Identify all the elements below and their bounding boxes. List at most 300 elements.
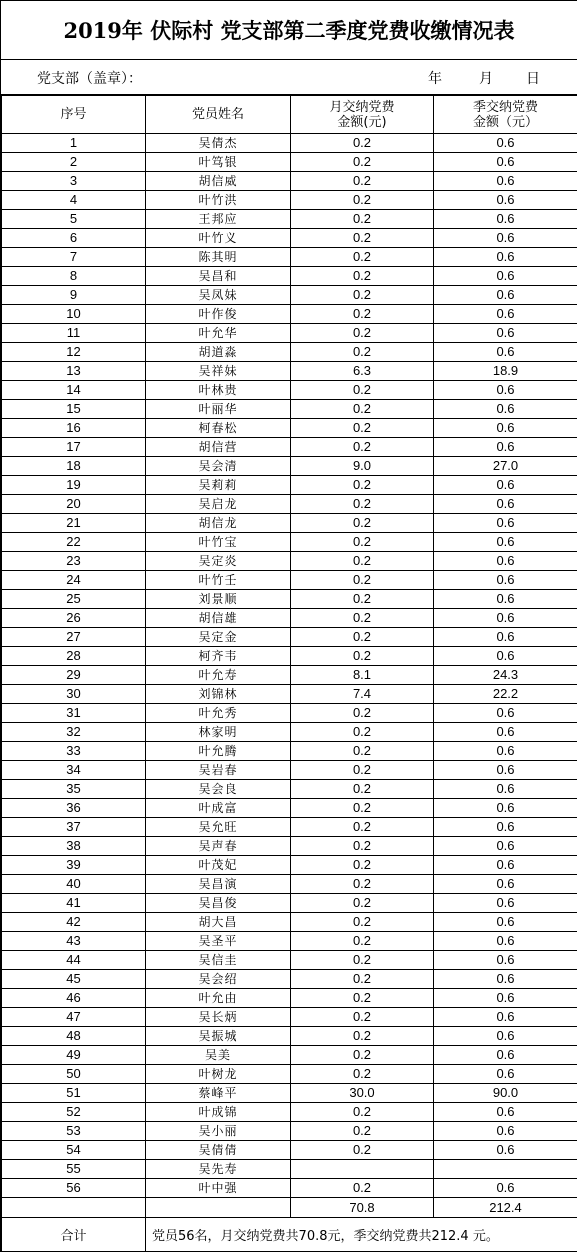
- summary-text: 党员56名，月交纳党费共70.8元，季交纳党费共212.4 元。: [146, 1218, 577, 1252]
- monthly-fee: 0.2: [291, 647, 434, 666]
- header-name: 党员姓名: [146, 96, 291, 134]
- row-index: 5: [2, 210, 146, 229]
- row-index: 37: [2, 818, 146, 837]
- row-index: 49: [2, 1046, 146, 1065]
- member-name: 叶林贵: [146, 381, 291, 400]
- quarterly-fee: 0.6: [434, 1141, 577, 1160]
- row-index: 34: [2, 761, 146, 780]
- row-index: 53: [2, 1122, 146, 1141]
- table-row: [2, 172, 577, 191]
- table-row: [2, 514, 577, 533]
- totals-blank: [146, 1198, 291, 1218]
- row-index: 54: [2, 1141, 146, 1160]
- monthly-fee: 0.2: [291, 229, 434, 248]
- quarterly-fee: 22.2: [434, 685, 577, 704]
- member-name: 吴长炳: [146, 1008, 291, 1027]
- member-name: 吴先寿: [146, 1160, 291, 1179]
- quarterly-fee: 0.6: [434, 742, 577, 761]
- quarterly-fee: 0.6: [434, 1027, 577, 1046]
- quarterly-fee: 0.6: [434, 438, 577, 457]
- header-index: 序号: [2, 96, 146, 134]
- table-row: [2, 1179, 577, 1198]
- quarterly-fee: 0.6: [434, 875, 577, 894]
- monthly-fee: 0.2: [291, 134, 434, 153]
- quarterly-fee: 27.0: [434, 457, 577, 476]
- row-index: 47: [2, 1008, 146, 1027]
- quarterly-fee: [434, 1160, 577, 1179]
- row-index: 13: [2, 362, 146, 381]
- quarterly-fee: 0.6: [434, 267, 577, 286]
- row-index: 56: [2, 1179, 146, 1198]
- member-name: 胡大昌: [146, 913, 291, 932]
- row-index: 33: [2, 742, 146, 761]
- table-row: [2, 248, 577, 267]
- row-index: 46: [2, 989, 146, 1008]
- monthly-fee: 0.2: [291, 419, 434, 438]
- table-row: [2, 628, 577, 647]
- fee-table: [1, 95, 577, 1252]
- monthly-fee: 0.2: [291, 1046, 434, 1065]
- row-index: 22: [2, 533, 146, 552]
- member-name: 吴美: [146, 1046, 291, 1065]
- totals-row: [2, 1198, 577, 1218]
- member-name: 胡信营: [146, 438, 291, 457]
- monthly-fee: 0.2: [291, 305, 434, 324]
- member-name: 叶竹宝: [146, 533, 291, 552]
- monthly-fee: 0.2: [291, 495, 434, 514]
- quarterly-fee: 0.6: [434, 932, 577, 951]
- row-index: 43: [2, 932, 146, 951]
- member-name: 叶作俊: [146, 305, 291, 324]
- row-index: 26: [2, 609, 146, 628]
- table-row: [2, 647, 577, 666]
- row-index: 2: [2, 153, 146, 172]
- monthly-fee: 0.2: [291, 476, 434, 495]
- monthly-fee: 0.2: [291, 951, 434, 970]
- monthly-fee: 0.2: [291, 438, 434, 457]
- quarterly-fee: 0.6: [434, 1046, 577, 1065]
- monthly-fee: 0.2: [291, 609, 434, 628]
- row-index: 27: [2, 628, 146, 647]
- monthly-fee: 0.2: [291, 932, 434, 951]
- row-index: 11: [2, 324, 146, 343]
- member-name: 吴信圭: [146, 951, 291, 970]
- quarterly-fee: 0.6: [434, 172, 577, 191]
- monthly-fee: 6.3: [291, 362, 434, 381]
- monthly-fee: 0.2: [291, 780, 434, 799]
- table-row: [2, 552, 577, 571]
- table-row: [2, 495, 577, 514]
- member-name: 陈其明: [146, 248, 291, 267]
- quarterly-fee: 0.6: [434, 970, 577, 989]
- monthly-fee: 0.2: [291, 286, 434, 305]
- member-name: 吴圣平: [146, 932, 291, 951]
- monthly-fee: 0.2: [291, 856, 434, 875]
- member-name: 吴岩春: [146, 761, 291, 780]
- quarterly-fee: 0.6: [434, 761, 577, 780]
- monthly-fee: 0.2: [291, 590, 434, 609]
- table-row: [2, 533, 577, 552]
- row-index: 24: [2, 571, 146, 590]
- table-row: [2, 571, 577, 590]
- member-name: 叶中强: [146, 1179, 291, 1198]
- table-row: [2, 989, 577, 1008]
- member-name: 叶丽华: [146, 400, 291, 419]
- member-name: 叶树龙: [146, 1065, 291, 1084]
- quarterly-fee: 0.6: [434, 419, 577, 438]
- row-index: 3: [2, 172, 146, 191]
- quarterly-fee: 0.6: [434, 1103, 577, 1122]
- row-index: 1: [2, 134, 146, 153]
- row-index: 6: [2, 229, 146, 248]
- quarterly-fee: 90.0: [434, 1084, 577, 1103]
- row-index: 9: [2, 286, 146, 305]
- monthly-fee: 0.2: [291, 742, 434, 761]
- table-row: [2, 780, 577, 799]
- table-row: [2, 438, 577, 457]
- quarterly-fee: 0.6: [434, 837, 577, 856]
- monthly-fee: 0.2: [291, 723, 434, 742]
- member-name: 胡信龙: [146, 514, 291, 533]
- row-index: 19: [2, 476, 146, 495]
- monthly-fee: 0.2: [291, 1008, 434, 1027]
- monthly-fee: 0.2: [291, 400, 434, 419]
- member-name: 叶笃银: [146, 153, 291, 172]
- quarterly-fee: 0.6: [434, 571, 577, 590]
- monthly-fee: 0.2: [291, 913, 434, 932]
- member-name: 吴定炎: [146, 552, 291, 571]
- quarterly-fee: 0.6: [434, 913, 577, 932]
- quarterly-fee: 0.6: [434, 1065, 577, 1084]
- subheader: [1, 60, 577, 95]
- member-name: 吴倩杰: [146, 134, 291, 153]
- row-index: 25: [2, 590, 146, 609]
- monthly-fee: 0.2: [291, 1027, 434, 1046]
- table-row: [2, 723, 577, 742]
- monthly-fee: 0.2: [291, 514, 434, 533]
- quarterly-fee: 0.6: [434, 381, 577, 400]
- row-index: 28: [2, 647, 146, 666]
- table-header-row: [2, 96, 577, 134]
- row-index: 15: [2, 400, 146, 419]
- member-name: 王邦应: [146, 210, 291, 229]
- total-quarterly: 212.4: [434, 1198, 577, 1218]
- monthly-fee: 0.2: [291, 324, 434, 343]
- row-index: 21: [2, 514, 146, 533]
- date-day-label: 日: [526, 68, 540, 88]
- table-row: [2, 210, 577, 229]
- row-index: 39: [2, 856, 146, 875]
- table-row: [2, 381, 577, 400]
- row-index: 12: [2, 343, 146, 362]
- member-name: 刘景顺: [146, 590, 291, 609]
- quarterly-fee: 0.6: [434, 476, 577, 495]
- row-index: 23: [2, 552, 146, 571]
- monthly-fee: 0.2: [291, 799, 434, 818]
- quarterly-fee: 0.6: [434, 286, 577, 305]
- member-name: 吴振城: [146, 1027, 291, 1046]
- quarterly-fee: 0.6: [434, 552, 577, 571]
- monthly-fee: 0.2: [291, 381, 434, 400]
- row-index: 8: [2, 267, 146, 286]
- row-index: 7: [2, 248, 146, 267]
- monthly-fee: 30.0: [291, 1084, 434, 1103]
- row-index: 35: [2, 780, 146, 799]
- quarterly-fee: 0.6: [434, 305, 577, 324]
- row-index: 20: [2, 495, 146, 514]
- table-row: [2, 419, 577, 438]
- monthly-fee: 0.2: [291, 533, 434, 552]
- quarterly-fee: 0.6: [434, 723, 577, 742]
- table-row: [2, 837, 577, 856]
- row-index: 30: [2, 685, 146, 704]
- member-name: 叶茂妃: [146, 856, 291, 875]
- quarterly-fee: 0.6: [434, 628, 577, 647]
- table-row: [2, 875, 577, 894]
- member-name: 叶竹壬: [146, 571, 291, 590]
- row-index: 38: [2, 837, 146, 856]
- quarterly-fee: 0.6: [434, 343, 577, 362]
- member-name: 吴祥妹: [146, 362, 291, 381]
- row-index: 36: [2, 799, 146, 818]
- monthly-fee: 0.2: [291, 989, 434, 1008]
- quarterly-fee: 0.6: [434, 799, 577, 818]
- quarterly-fee: 0.6: [434, 1179, 577, 1198]
- member-name: 叶允华: [146, 324, 291, 343]
- monthly-fee: 0.2: [291, 1141, 434, 1160]
- quarterly-fee: 0.6: [434, 514, 577, 533]
- member-name: 胡信雄: [146, 609, 291, 628]
- monthly-fee: 0.2: [291, 191, 434, 210]
- member-name: 吴凤妹: [146, 286, 291, 305]
- row-index: 44: [2, 951, 146, 970]
- table-row: [2, 1027, 577, 1046]
- table-row: [2, 343, 577, 362]
- monthly-fee: 0.2: [291, 1065, 434, 1084]
- table-row: [2, 267, 577, 286]
- row-index: 52: [2, 1103, 146, 1122]
- total-monthly: 70.8: [291, 1198, 434, 1218]
- table-row: [2, 229, 577, 248]
- table-row: [2, 134, 577, 153]
- quarterly-fee: 0.6: [434, 533, 577, 552]
- quarterly-fee: 0.6: [434, 1122, 577, 1141]
- quarterly-fee: 0.6: [434, 894, 577, 913]
- table-row: [2, 685, 577, 704]
- table-row: [2, 1008, 577, 1027]
- row-index: 45: [2, 970, 146, 989]
- table-row: [2, 704, 577, 723]
- quarterly-fee: 0.6: [434, 153, 577, 172]
- monthly-fee: 0.2: [291, 818, 434, 837]
- row-index: 50: [2, 1065, 146, 1084]
- table-row: [2, 324, 577, 343]
- monthly-fee: 0.2: [291, 628, 434, 647]
- header-monthly-fee: 月交纳党费 金额(元): [291, 96, 434, 134]
- row-index: 32: [2, 723, 146, 742]
- row-index: 42: [2, 913, 146, 932]
- monthly-fee: 0.2: [291, 875, 434, 894]
- table-row: [2, 913, 577, 932]
- member-name: 柯齐韦: [146, 647, 291, 666]
- totals-blank: [2, 1198, 146, 1218]
- table-row: [2, 894, 577, 913]
- member-name: 胡信威: [146, 172, 291, 191]
- table-row: [2, 476, 577, 495]
- table-row: [2, 590, 577, 609]
- monthly-fee: 0.2: [291, 970, 434, 989]
- table-row: [2, 286, 577, 305]
- table-row: [2, 856, 577, 875]
- member-name: 叶成锦: [146, 1103, 291, 1122]
- quarterly-fee: 0.6: [434, 134, 577, 153]
- member-name: 吴会绍: [146, 970, 291, 989]
- table-row: [2, 1160, 577, 1179]
- table-row: [2, 818, 577, 837]
- member-name: 叶允由: [146, 989, 291, 1008]
- quarterly-fee: 0.6: [434, 229, 577, 248]
- quarterly-fee: 0.6: [434, 856, 577, 875]
- quarterly-fee: 0.6: [434, 248, 577, 267]
- monthly-fee: 0.2: [291, 248, 434, 267]
- quarterly-fee: 0.6: [434, 191, 577, 210]
- table-row: [2, 153, 577, 172]
- monthly-fee: 9.0: [291, 457, 434, 476]
- member-name: 胡道淼: [146, 343, 291, 362]
- row-index: 4: [2, 191, 146, 210]
- member-name: 吴昌俊: [146, 894, 291, 913]
- member-name: 吴会清: [146, 457, 291, 476]
- table-row: [2, 932, 577, 951]
- header-quarterly-fee: 季交纳党费 金额（元）: [434, 96, 577, 134]
- row-index: 18: [2, 457, 146, 476]
- member-name: 叶成富: [146, 799, 291, 818]
- table-row: [2, 609, 577, 628]
- quarterly-fee: 24.3: [434, 666, 577, 685]
- table-row: [2, 951, 577, 970]
- quarterly-fee: 0.6: [434, 400, 577, 419]
- quarterly-fee: 0.6: [434, 495, 577, 514]
- table-row: [2, 1065, 577, 1084]
- quarterly-fee: 18.9: [434, 362, 577, 381]
- quarterly-fee: 0.6: [434, 609, 577, 628]
- row-index: 16: [2, 419, 146, 438]
- member-name: 叶允寿: [146, 666, 291, 685]
- row-index: 10: [2, 305, 146, 324]
- row-index: 31: [2, 704, 146, 723]
- monthly-fee: 0.2: [291, 761, 434, 780]
- table-row: [2, 457, 577, 476]
- monthly-fee: 0.2: [291, 1179, 434, 1198]
- row-index: 17: [2, 438, 146, 457]
- table-row: [2, 362, 577, 381]
- monthly-fee: 7.4: [291, 685, 434, 704]
- monthly-fee: 0.2: [291, 837, 434, 856]
- monthly-fee: 0.2: [291, 172, 434, 191]
- summary-row: [2, 1218, 577, 1252]
- table-row: [2, 666, 577, 685]
- table-row: [2, 191, 577, 210]
- member-name: 吴声春: [146, 837, 291, 856]
- member-name: 吴倩倩: [146, 1141, 291, 1160]
- table-row: [2, 1103, 577, 1122]
- row-index: 48: [2, 1027, 146, 1046]
- monthly-fee: 0.2: [291, 1122, 434, 1141]
- row-index: 29: [2, 666, 146, 685]
- member-name: 吴会良: [146, 780, 291, 799]
- table-row: [2, 761, 577, 780]
- table-row: [2, 799, 577, 818]
- member-name: 吴莉莉: [146, 476, 291, 495]
- monthly-fee: 0.2: [291, 894, 434, 913]
- table-row: [2, 1122, 577, 1141]
- member-name: 吴定金: [146, 628, 291, 647]
- monthly-fee: 8.1: [291, 666, 434, 685]
- table-row: [2, 1046, 577, 1065]
- summary-label: 合计: [2, 1218, 146, 1252]
- member-name: 刘锦林: [146, 685, 291, 704]
- row-index: 51: [2, 1084, 146, 1103]
- member-name: 叶竹洪: [146, 191, 291, 210]
- monthly-fee: 0.2: [291, 571, 434, 590]
- quarterly-fee: 0.6: [434, 989, 577, 1008]
- monthly-fee: 0.2: [291, 552, 434, 571]
- member-name: 吴允旺: [146, 818, 291, 837]
- monthly-fee: 0.2: [291, 153, 434, 172]
- member-name: 柯春松: [146, 419, 291, 438]
- row-index: 40: [2, 875, 146, 894]
- quarterly-fee: 0.6: [434, 647, 577, 666]
- table-row: [2, 1084, 577, 1103]
- table-row: [2, 970, 577, 989]
- table-row: [2, 1141, 577, 1160]
- member-name: 蔡峰平: [146, 1084, 291, 1103]
- quarterly-fee: 0.6: [434, 704, 577, 723]
- row-index: 14: [2, 381, 146, 400]
- branch-seal-label: 党支部（盖章）：: [37, 68, 142, 88]
- quarterly-fee: 0.6: [434, 951, 577, 970]
- page-title: 2019年 伏际村 党支部第二季度党费收缴情况表: [1, 0, 577, 60]
- date-month-label: 月: [479, 68, 493, 88]
- table-row: [2, 305, 577, 324]
- table-row: [2, 400, 577, 419]
- quarterly-fee: 0.6: [434, 324, 577, 343]
- member-name: 吴昌和: [146, 267, 291, 286]
- monthly-fee: [291, 1160, 434, 1179]
- quarterly-fee: 0.6: [434, 818, 577, 837]
- table-row: [2, 742, 577, 761]
- monthly-fee: 0.2: [291, 1103, 434, 1122]
- quarterly-fee: 0.6: [434, 210, 577, 229]
- monthly-fee: 0.2: [291, 343, 434, 362]
- row-index: 55: [2, 1160, 146, 1179]
- member-name: 吴小丽: [146, 1122, 291, 1141]
- quarterly-fee: 0.6: [434, 780, 577, 799]
- quarterly-fee: 0.6: [434, 590, 577, 609]
- date-year-label: 年: [428, 68, 442, 88]
- monthly-fee: 0.2: [291, 210, 434, 229]
- member-name: 叶竹义: [146, 229, 291, 248]
- monthly-fee: 0.2: [291, 704, 434, 723]
- row-index: 41: [2, 894, 146, 913]
- monthly-fee: 0.2: [291, 267, 434, 286]
- quarterly-fee: 0.6: [434, 1008, 577, 1027]
- member-name: 叶允腾: [146, 742, 291, 761]
- member-name: 吴启龙: [146, 495, 291, 514]
- member-name: 吴昌演: [146, 875, 291, 894]
- member-name: 林家明: [146, 723, 291, 742]
- member-name: 叶允秀: [146, 704, 291, 723]
